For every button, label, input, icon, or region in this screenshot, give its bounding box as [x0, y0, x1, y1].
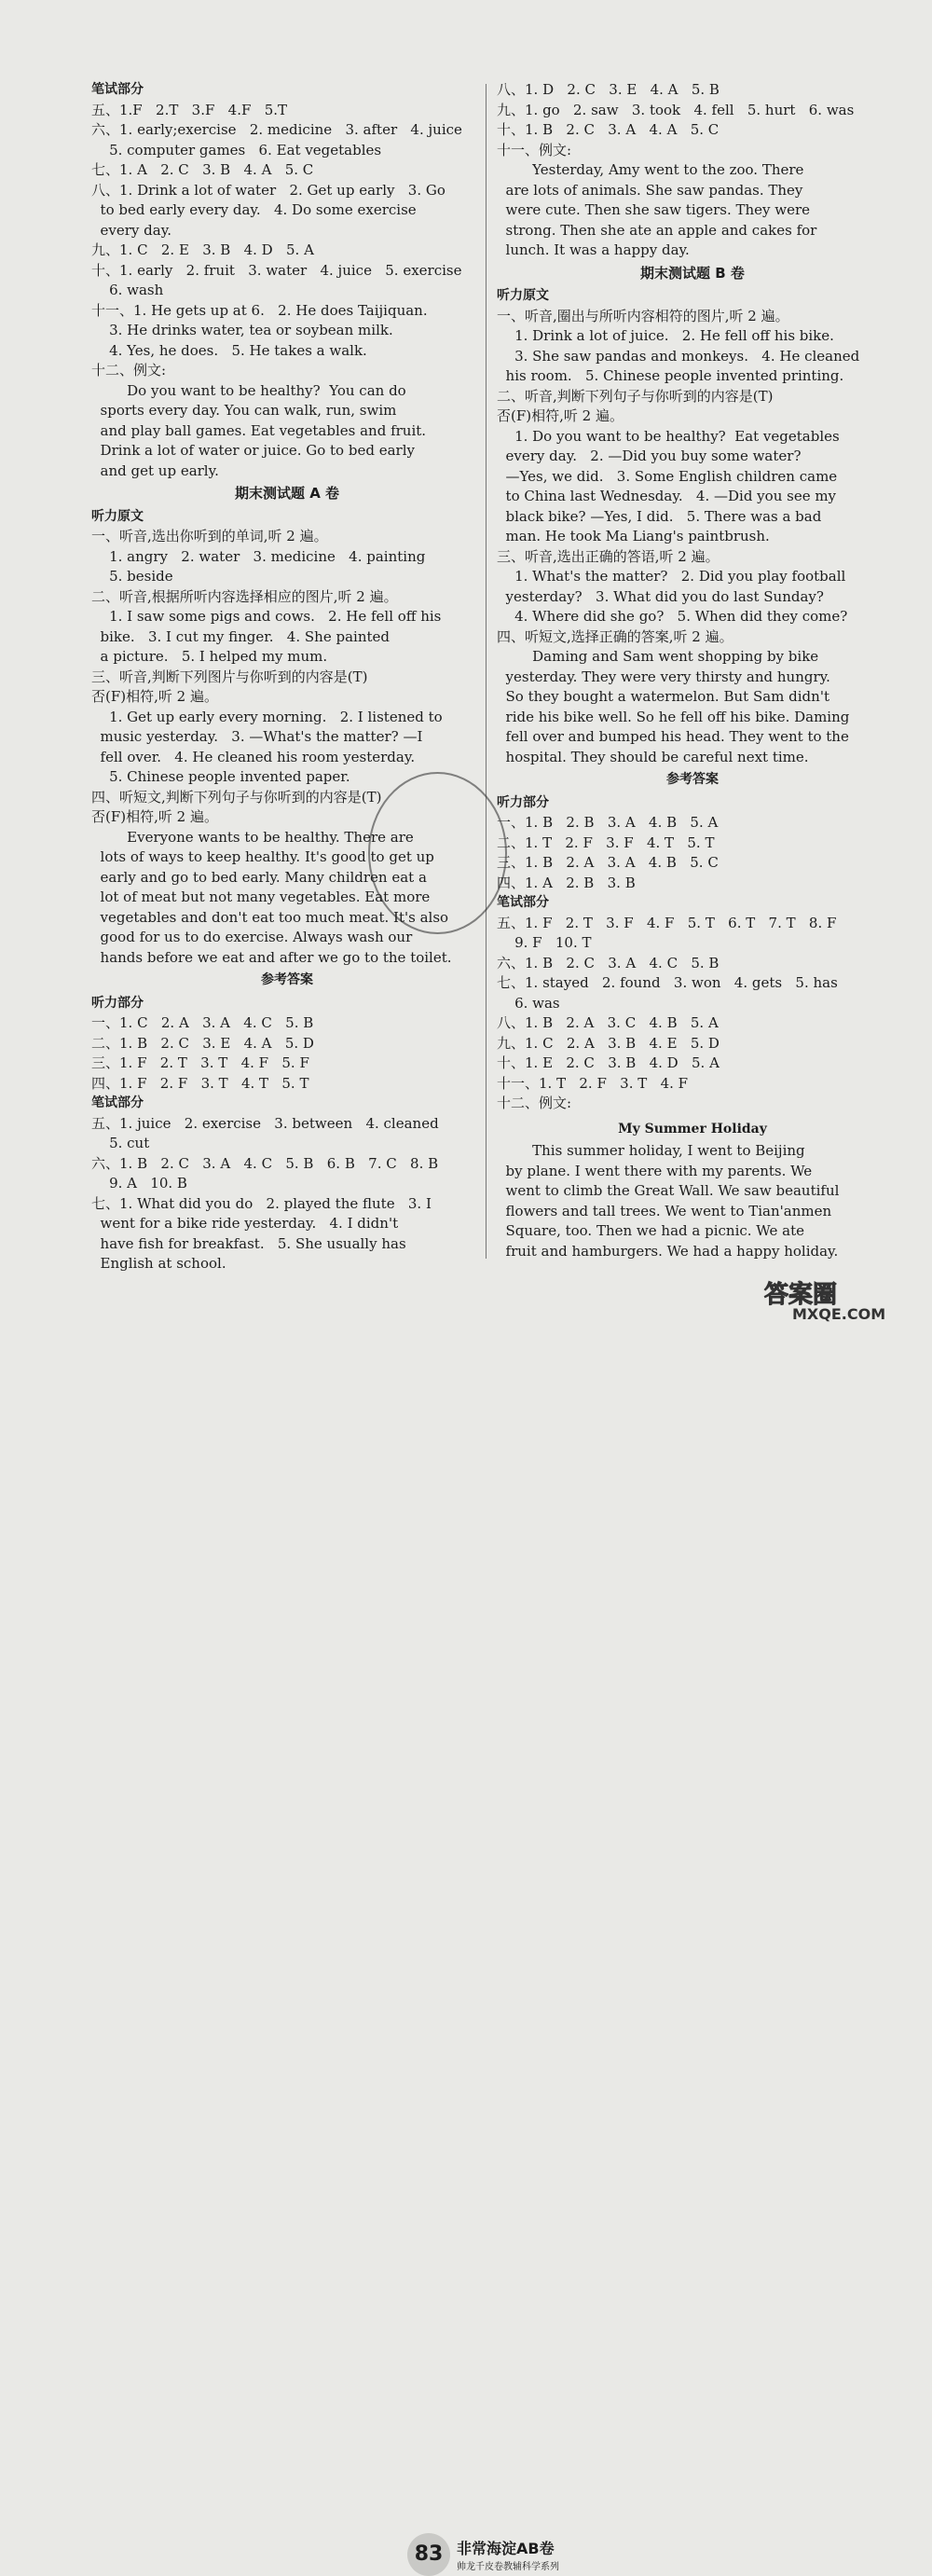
text-line: yesterday? 3. What did you do last Sunday? [497, 587, 824, 605]
text-line: 5. cut [91, 1135, 150, 1151]
text-line: 二、听音,根据所听内容选择相应的图片,听 2 遍。 [91, 587, 398, 605]
section-heading: 听力部分 [91, 995, 144, 1011]
text-line: 十一、1. He gets up at 6. 2. He does Taijiquan. [91, 301, 428, 319]
text-line: 六、1. B 2. C 3. A 4. C 5. B 6. B 7. C 8. B [91, 1154, 439, 1172]
text-line: Square, too. Then we had a picnic. We ate [497, 1222, 804, 1239]
text-line: 一、听音,圈出与所听内容相符的图片,听 2 遍。 [497, 307, 789, 324]
section-heading: 期末测试题 A 卷 [234, 485, 340, 502]
text-line: flowers and tall trees. We went to Tian'anmen [497, 1202, 832, 1219]
text-line: Drink a lot of water or juice. Go to bed early [91, 442, 415, 459]
text-line: This summer holiday, I went to Beijing [497, 1142, 805, 1159]
text-line: —Yes, we did. 3. Some English children came [497, 467, 838, 485]
text-line: English at school. [91, 1255, 226, 1272]
section-heading: 笔试部分 [91, 1095, 144, 1110]
text-line: black bike? —Yes, I did. 5. There was a bad [497, 507, 822, 525]
section-heading: 参考答案 [666, 772, 719, 787]
text-line: hands before we eat and after we go to the toilet. [91, 948, 452, 966]
text-line: 九、1. C 2. A 3. B 4. E 5. D [497, 1034, 720, 1052]
text-line: 八、1. B 2. A 3. C 4. B 5. A [497, 1014, 719, 1031]
text-line: early and go to bed early. Many children eat a [91, 868, 427, 886]
text-line: 二、1. T 2. F 3. F 4. T 5. T [497, 833, 715, 851]
text-line: fruit and hamburgers. We had a happy holiday. [497, 1242, 839, 1260]
text-line: 一、1. C 2. A 3. A 4. C 5. B [91, 1014, 314, 1031]
text-line: 八、1. D 2. C 3. E 4. A 5. B [497, 81, 720, 98]
text-line: good for us to do exercise. Always wash our [91, 929, 413, 945]
text-line: 四、1. A 2. B 3. B [497, 874, 636, 891]
text-line: 1. Get up early every morning. 2. I listened to [91, 708, 443, 725]
text-line: 十、1. E 2. C 3. B 4. D 5. A [497, 1054, 720, 1071]
text-line: 十一、1. T 2. F 3. T 4. F [497, 1074, 689, 1092]
text-line: and play ball games. Eat vegetables and fruit. [91, 421, 427, 439]
text-line: went for a bike ride yesterday. 4. I didn't [91, 1215, 399, 1232]
text-line: bike. 3. I cut my finger. 4. She painted [91, 627, 390, 645]
section-heading: 期末测试题 B 卷 [640, 264, 745, 282]
text-line: fell over. 4. He cleaned his room yesterday. [91, 748, 416, 765]
text-line: 五、1. F 2. T 3. F 4. F 5. T 6. T 7. T 8. F [497, 914, 837, 931]
text-line: 4. Yes, he does. 5. He takes a walk. [91, 341, 367, 359]
text-line: man. He took Ma Liang's paintbrush. [497, 528, 770, 544]
text-line: 1. Do you want to be healthy? Eat vegetables [497, 427, 840, 445]
text-line: 一、1. B 2. B 3. A 4. B 5. A [497, 814, 719, 831]
text-line: were cute. Then she saw tigers. They were [497, 201, 811, 218]
section-heading: 笔试部分 [497, 895, 549, 910]
text-line: yesterday. They were very thirsty and hungry. [497, 668, 830, 685]
text-line: 三、1. F 2. T 3. T 4. F 5. F [91, 1054, 309, 1071]
text-line: 1. What's the matter? 2. Did you play football [497, 568, 846, 585]
text-line: sports every day. You can walk, run, swim [91, 402, 397, 419]
text-line: 六、1. B 2. C 3. A 4. C 5. B [497, 954, 720, 971]
text-line: 否(F)相符,听 2 遍。 [91, 688, 218, 705]
text-line: lunch. It was a happy day. [497, 241, 690, 258]
text-line: 七、1. A 2. C 3. B 4. A 5. C [91, 161, 314, 178]
text-line: 十二、例文: [497, 1095, 572, 1111]
text-line: 9. F 10. T [497, 934, 592, 951]
text-line: 6. was [497, 994, 560, 1012]
left-column [91, 80, 483, 1274]
text-line: by plane. I went there with my parents. We [497, 1162, 813, 1179]
text-line: 3. She saw pandas and monkeys. 4. He cleaned [497, 347, 860, 365]
section-heading: My Summer Holiday [618, 1121, 767, 1136]
text-line: 七、1. What did you do 2. played the flute 3. I [91, 1194, 432, 1212]
text-line: went to climb the Great Wall. We saw beautiful [497, 1182, 840, 1199]
text-line: 3. He drinks water, tea or soybean milk. [91, 322, 393, 338]
text-line: strong. Then she ate an apple and cakes for [497, 221, 817, 239]
text-line: vegetables and don't eat too much meat. It's also [91, 908, 449, 926]
text-line: So they bought a watermelon. But Sam didn't [497, 688, 829, 705]
text-line: 三、听音,选出正确的答语,听 2 遍。 [497, 547, 720, 565]
text-line: 五、1.F 2.T 3.F 4.F 5.T [91, 101, 288, 118]
text-line: 十、1. B 2. C 3. A 4. A 5. C [497, 121, 720, 138]
text-line: 十一、例文: [497, 141, 572, 158]
watermark-url: MXQE.COM [792, 1305, 886, 1323]
text-line: every day. 2. —Did you buy some water? [497, 448, 802, 464]
text-line: to bed early every day. 4. Do some exercise [91, 201, 417, 218]
text-line: 四、听短文,选择正确的答案,听 2 遍。 [497, 627, 733, 645]
text-line: 一、听音,选出你听到的单词,听 2 遍。 [91, 528, 328, 544]
text-line: 四、1. F 2. F 3. T 4. T 5. T [91, 1074, 309, 1092]
right-column [497, 80, 888, 1261]
text-line: ride his bike well. So he fell off his bike. Daming [497, 708, 850, 725]
book-series: 帅龙千皮卷教辅科学系列 [457, 2562, 559, 2572]
text-line: Do you want to be healthy? You can do [91, 381, 406, 399]
text-line: 5. Chinese people invented paper. [91, 768, 350, 785]
text-line: lots of ways to keep healthy. It's good to get up [91, 848, 434, 865]
text-line: 1. I saw some pigs and cows. 2. He fell off his [91, 608, 442, 625]
text-line: 5. computer games 6. Eat vegetables [91, 141, 382, 158]
text-line: 九、1. go 2. saw 3. took 4. fell 5. hurt 6. was [497, 101, 855, 118]
text-line: 七、1. stayed 2. found 3. won 4. gets 5. has [497, 974, 838, 991]
text-line: 9. A 10. B [91, 1175, 187, 1192]
text-line: 否(F)相符,听 2 遍。 [91, 808, 218, 825]
text-line: lot of meat but not many vegetables. Eat more [91, 889, 431, 905]
text-line: 1. angry 2. water 3. medicine 4. painting [91, 547, 426, 565]
text-line: 九、1. C 2. E 3. B 4. D 5. A [91, 241, 314, 258]
text-line: fell over and bumped his head. They went to the [497, 728, 849, 745]
text-line: 6. wash [91, 282, 164, 298]
text-line: 5. beside [91, 568, 173, 585]
text-line: his room. 5. Chinese people invented printing. [497, 367, 844, 384]
text-line: 1. Drink a lot of juice. 2. He fell off his bike. [497, 327, 834, 344]
text-line: to China last Wednesday. 4. —Did you see my [497, 488, 837, 504]
text-line: every day. [91, 221, 171, 239]
text-line: 三、听音,判断下列图片与你听到的内容是(T) [91, 668, 368, 685]
text-line: Everyone wants to be healthy. There are [91, 828, 414, 846]
page-number: 83 [407, 2533, 450, 2576]
section-heading: 听力原文 [497, 288, 549, 303]
text-line: 三、1. B 2. A 3. A 4. B 5. C [497, 854, 719, 871]
column-divider [486, 84, 487, 1259]
section-heading: 笔试部分 [91, 82, 144, 97]
text-line: Daming and Sam went shopping by bike [497, 648, 819, 665]
text-line: 五、1. juice 2. exercise 3. between 4. cleaned [91, 1114, 439, 1132]
text-line: a picture. 5. I helped my mum. [91, 648, 328, 665]
section-heading: 听力原文 [91, 508, 144, 524]
text-line: 八、1. Drink a lot of water 2. Get up early 3. Go [91, 181, 445, 199]
stamp-circle [368, 772, 507, 934]
watermark-logo: 答案圈 [764, 1281, 838, 1309]
section-heading: 参考答案 [261, 972, 313, 987]
text-line: and get up early. [91, 461, 219, 479]
text-line: have fish for breakfast. 5. She usually has [91, 1234, 406, 1252]
text-line: are lots of animals. She saw pandas. They [497, 181, 803, 199]
text-line: 十、1. early 2. fruit 3. water 4. juice 5. exercise [91, 261, 462, 279]
text-line: 二、1. B 2. C 3. E 4. A 5. D [91, 1034, 314, 1052]
text-line: 4. Where did she go? 5. When did they come? [497, 608, 848, 625]
text-line: 十二、例文: [91, 362, 167, 379]
text-line: Yesterday, Amy went to the zoo. There [497, 161, 804, 178]
section-heading: 听力部分 [497, 794, 549, 810]
text-line: music yesterday. 3. —What's the matter? —I [91, 728, 423, 745]
text-line: hospital. They should be careful next time. [497, 748, 809, 765]
text-line: 否(F)相符,听 2 遍。 [497, 407, 624, 424]
text-line: 二、听音,判断下列句子与你听到的内容是(T) [497, 387, 774, 405]
text-line: 四、听短文,判断下列句子与你听到的内容是(T) [91, 788, 382, 806]
book-brand: 非常海淀AB卷 [457, 2540, 555, 2557]
text-line: 六、1. early;exercise 2. medicine 3. after 4. juice [91, 121, 462, 138]
